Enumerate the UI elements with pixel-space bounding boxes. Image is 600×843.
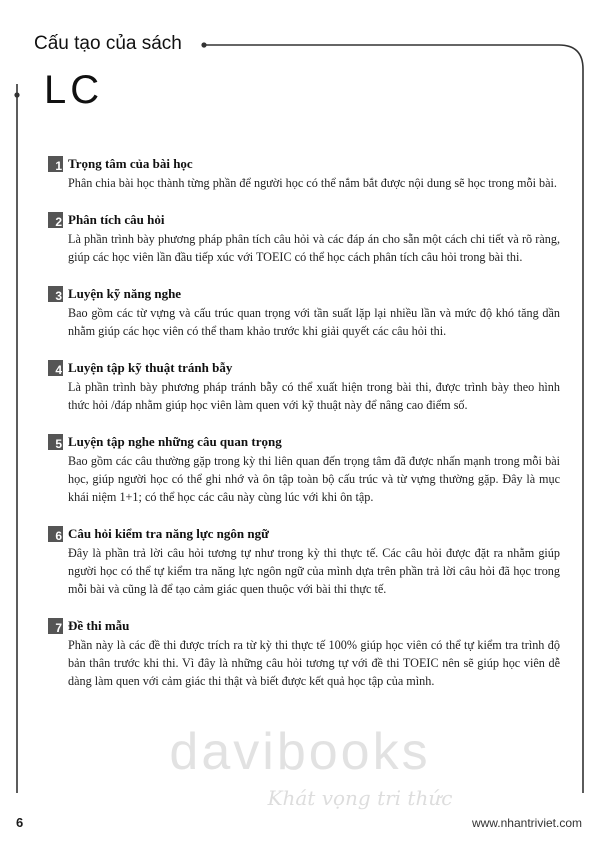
section-title: Câu hỏi kiểm tra năng lực ngôn ngữ [68,526,269,541]
section-2 [48,211,560,266]
section-body: Là phần trình bày phương pháp phân tích câu hỏi và các đáp án cho sẵn một cách chi tiết và rõ ràng, giúp các học viên lần đầu tiếp xúc với TOEIC có thể học cách phân tích câu hỏi trong bài thi. [68,232,560,264]
part-title: LC [44,68,104,112]
section-7 [48,617,560,690]
section-number-badge: 2 [48,212,63,228]
section-number-badge: 4 [48,360,63,376]
section-body: Bao gồm các câu thường gặp trong kỳ thi liên quan đến trọng tâm đã được nhấn mạnh trong mỗi bài học, giúp người học có thể ghi nhớ và ôn tập toàn bộ cấu trúc và từ vựng thường gặp. Đây là mục khái niệm 1+1; có thể học các câu này cùng lúc với khi ôn tập. [68,454,560,504]
watermark-brand: davibooks [169,723,431,781]
section-title: Luyện tập kỹ thuật tránh bẫy [68,360,233,375]
section-number-badge: 7 [48,618,63,634]
section-1 [48,155,560,192]
page-header-title: Cấu tạo của sách [34,33,182,54]
section-body: Phần này là các đề thi được trích ra từ kỳ thi thực tế 100% giúp học viên có thể tự kiểm tra trình độ bản thân trước khi thi. Vì đây là những câu hỏi tương tự với đề thi TOEIC nên sẽ giúp học viên dễ dàng làm quen với cảm giác thi thật và biết được kết quả học tập của mình. [68,638,560,688]
section-number-badge: 6 [48,526,63,542]
section-3 [48,285,560,340]
section-number-badge: 5 [48,434,63,450]
section-body: Là phần trình bày phương pháp tránh bẫy có thể xuất hiện trong bài thi, được trình bày theo hình thức hỏi /đáp nhằm giúp học viên làm quen với kỹ thuật này để nâng cao điểm số. [68,380,560,412]
section-5 [48,433,560,506]
section-6 [48,525,560,598]
page-number: 6 [16,815,24,830]
section-body: Phân chia bài học thành từng phần để người học có thể nắm bắt được nội dung sẽ học trong mỗi bài. [68,176,557,190]
website-url: www.nhantriviet.com [471,816,582,830]
section-4 [48,359,560,414]
section-title: Trọng tâm của bài học [68,156,193,171]
section-body: Đây là phần trả lời câu hỏi tương tự như trong kỳ thi thực tế. Các câu hỏi được đặt ra nhằm giúp người học có thể tự kiểm tra năng lực ngôn ngữ của mình dựa trên phần trả lời câu hỏi đã học trong mỗi bài và cũng là để tạo cảm giác quen thuộc với bài thi thực tế. [68,546,560,596]
section-title: Luyện kỹ năng nghe [68,286,182,301]
watermark-slogan: Khát vọng tri thức [267,786,453,810]
section-title: Phân tích câu hỏi [68,212,165,227]
section-title: Luyện tập nghe những câu quan trọng [68,434,282,449]
section-body: Bao gồm các từ vựng và cấu trúc quan trọng với tần suất lặp lại nhiều lần và mức độ khó tăng dần nhằm giúp các học viên có thể tham khảo trước khi giải quyết các câu hỏi thi. [68,306,560,338]
section-number-badge: 3 [48,286,63,302]
section-list [48,155,560,709]
section-title: Đề thi mẫu [68,618,130,633]
section-number-badge: 1 [48,156,63,172]
